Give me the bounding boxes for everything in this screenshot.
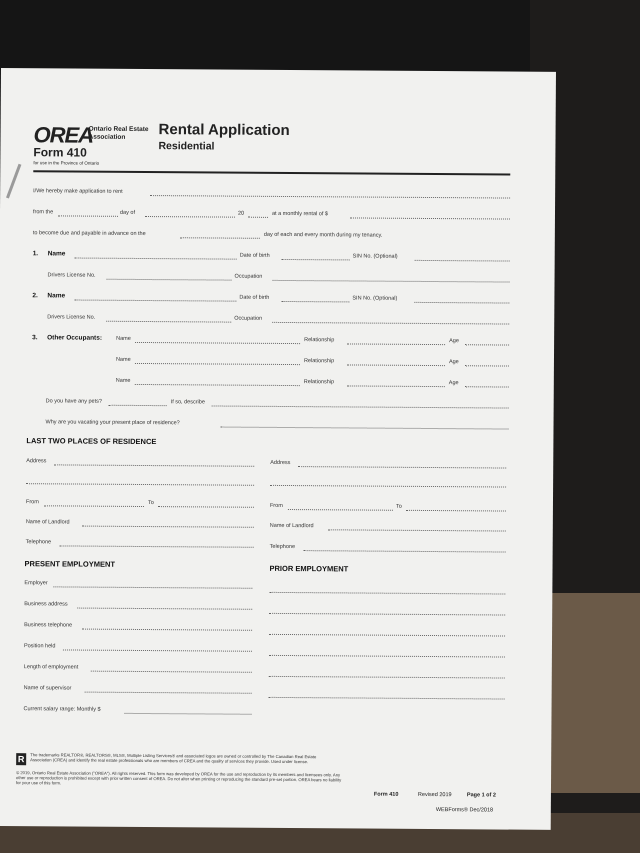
residence1-address-field[interactable]: [54, 464, 254, 466]
applicant1-name-label: Name: [47, 250, 66, 258]
employer-label: Employer: [24, 580, 48, 587]
applicant1-license-label: Drivers License No.: [47, 272, 96, 279]
residence2-from-field[interactable]: [288, 509, 393, 511]
occupant1-age-field[interactable]: [465, 344, 509, 345]
residence2-telephone-label: Telephone: [269, 543, 296, 551]
residence2-to-label: To: [395, 503, 402, 510]
occupant-relationship-label: Relationship: [303, 379, 335, 386]
residence2-landlord-label: Name of Landlord: [269, 522, 314, 530]
form-number: Form 410: [33, 145, 87, 160]
occupant-name-label: Name: [115, 356, 131, 363]
prior-position-held-field[interactable]: [269, 655, 505, 658]
each-day-label: day of each and every month during my tenancy.: [263, 231, 383, 239]
occupant3-age-field[interactable]: [465, 386, 509, 387]
occupant3-relationship-field[interactable]: [347, 385, 445, 387]
form-subtitle: Residential: [158, 140, 215, 153]
residence1-address-line2[interactable]: [26, 483, 254, 486]
occupant-age-label: Age: [448, 359, 459, 366]
business-telephone-label: Business telephone: [24, 622, 73, 629]
applicant1-dob-field[interactable]: [282, 259, 350, 260]
residence2-address-field[interactable]: [298, 466, 506, 468]
residence2-telephone-field[interactable]: [304, 550, 506, 552]
from-the-label: from the: [32, 209, 54, 216]
applicant2-dob-label: Date of birth: [239, 294, 270, 301]
residence1-from-field[interactable]: [44, 505, 144, 507]
applicant1-occupation-label: Occupation: [234, 273, 263, 280]
salary-field[interactable]: [124, 713, 251, 715]
monthly-rental-label: at a monthly rental of $: [271, 210, 328, 218]
rent-address-field[interactable]: [150, 195, 510, 199]
start-day-field[interactable]: [58, 215, 118, 216]
copyright-notice: © 2019, Ontario Real Estate Association ("OREA"). All rights reserved. This form was developed by OREA for the use and reproduction by its members and licensees only. Any other use or reproduction is prohibited except with prior written consent of OREA. Do not alter when printing or reproducing the standard pre-set portion. OREA bears no liability for your use of this form.: [15, 770, 342, 786]
pets-question: Do you have any pets?: [45, 398, 102, 405]
applicant1-name-field[interactable]: [75, 258, 237, 260]
pets-describe-label: If so, describe: [170, 399, 205, 406]
prior-employer-field[interactable]: [269, 592, 505, 595]
occupant2-relationship-field[interactable]: [347, 364, 445, 366]
prior-employment-heading: PRIOR EMPLOYMENT: [269, 563, 349, 574]
residence1-telephone-field[interactable]: [60, 545, 254, 547]
applicant2-name-label: Name: [47, 292, 66, 300]
floor-highlight: [550, 593, 640, 793]
occupant3-name-field[interactable]: [135, 384, 300, 386]
applicant1-sin-label: SIN No. (Optional): [352, 253, 398, 260]
salary-label: Current salary range: Monthly $: [23, 706, 101, 713]
residence-heading: LAST TWO PLACES OF RESIDENCE: [26, 436, 157, 447]
prior-length-of-employment-field[interactable]: [269, 676, 505, 679]
prior-supervisor-field[interactable]: [269, 697, 505, 700]
applicant2-occupation-label: Occupation: [234, 315, 263, 322]
vacating-question: Why are you vacating your present place of residence?: [45, 419, 180, 427]
due-day-field[interactable]: [180, 237, 260, 239]
occupant-relationship-label: Relationship: [304, 337, 335, 344]
trademark-notice: The trademarks REALTOR®, REALTORS®, MLS®, Multiple Listing Services® and associated logos are owned or controlled by The Canadian Real Estate Association (CREA) and identify the real estate professionals who are members of CREA and the quality of services they provide. Used under license.: [30, 752, 317, 765]
applicant2-license-label: Drivers License No.: [47, 314, 96, 321]
applicant1-occupation-field[interactable]: [273, 280, 510, 283]
occupant1-relationship-field[interactable]: [347, 343, 445, 345]
occupant2-age-field[interactable]: [465, 365, 509, 366]
occupant-age-label: Age: [449, 338, 459, 345]
position-held-field[interactable]: [63, 649, 252, 651]
day-of-label: day of: [119, 209, 135, 216]
residence2-address-line2[interactable]: [270, 485, 506, 488]
applicant2-sin-field[interactable]: [414, 302, 509, 304]
form-province: for use in the Province of Ontario: [33, 160, 100, 166]
employer-field[interactable]: [53, 586, 252, 588]
start-month-field[interactable]: [145, 216, 235, 218]
apply-label: I/We hereby make application to rent: [33, 188, 123, 195]
vacating-reason-field[interactable]: [220, 427, 508, 430]
supervisor-label: Name of supervisor: [23, 685, 72, 692]
due-label: to become due and payable in advance on the: [32, 230, 146, 238]
form-title: Rental Application: [158, 121, 290, 140]
rental-application-form: [0, 68, 556, 830]
applicant1-number: 1.: [32, 250, 39, 258]
supervisor-field[interactable]: [85, 692, 252, 694]
occupant-relationship-label: Relationship: [303, 358, 335, 365]
footer-revised: Revised 2019: [417, 791, 452, 799]
applicant1-sin-field[interactable]: [415, 260, 510, 262]
occupant2-name-field[interactable]: [135, 363, 300, 365]
footer-webforms: WEBForms® Dec/2018: [435, 807, 494, 814]
residence1-telephone-label: Telephone: [25, 539, 52, 546]
occupant-name-label: Name: [115, 377, 131, 384]
business-address-field[interactable]: [77, 608, 252, 610]
applicant1-dob-label: Date of birth: [239, 252, 270, 259]
occupants-label: Other Occupants:: [47, 334, 103, 342]
occupant-age-label: Age: [448, 380, 459, 387]
occupant1-name-field[interactable]: [135, 342, 300, 344]
residence1-to-field[interactable]: [158, 506, 254, 508]
residence2-from-label: From: [269, 502, 283, 509]
occupant-name-label: Name: [116, 335, 131, 342]
start-year-field[interactable]: [248, 217, 268, 218]
pets-description-field[interactable]: [212, 405, 509, 408]
year-label: 20: [237, 210, 245, 217]
length-of-employment-label: Length of employment: [23, 664, 79, 671]
residence1-to-label: To: [147, 500, 154, 507]
residence2-to-field[interactable]: [406, 510, 506, 512]
monthly-rental-field[interactable]: [350, 217, 510, 219]
residence1-from-label: From: [25, 499, 39, 506]
applicant2-number: 2.: [32, 292, 38, 300]
length-of-employment-field[interactable]: [91, 671, 252, 673]
residence2-address-label: Address: [270, 459, 291, 467]
applicant2-dob-field[interactable]: [281, 301, 349, 302]
residence1-landlord-label: Name of Landlord: [25, 519, 70, 526]
footer-form-number: Form 410: [373, 791, 399, 798]
applicant1-license-field[interactable]: [107, 279, 232, 281]
residence1-landlord-field[interactable]: [82, 526, 254, 528]
paper-clip: [6, 164, 21, 199]
residence2-landlord-field[interactable]: [328, 529, 506, 531]
business-address-label: Business address: [24, 601, 68, 608]
applicant2-occupation-field[interactable]: [272, 322, 509, 325]
occupants-number: 3.: [32, 334, 38, 342]
applicant2-license-field[interactable]: [106, 321, 231, 323]
prior-business-address-field[interactable]: [269, 613, 505, 616]
realtor-r-icon: R: [17, 754, 25, 765]
prior-business-telephone-field[interactable]: [269, 634, 505, 637]
present-employment-heading: PRESENT EMPLOYMENT: [24, 559, 116, 569]
pets-answer-field[interactable]: [109, 405, 167, 406]
orea-logo: OREA: [33, 122, 94, 148]
header-rule: [33, 170, 510, 175]
position-held-label: Position held: [23, 643, 56, 650]
residence1-address-label: Address: [26, 458, 47, 465]
footer-page: Page 1 of 2: [466, 792, 497, 799]
business-telephone-field[interactable]: [82, 629, 252, 631]
applicant2-name-field[interactable]: [74, 300, 236, 302]
applicant2-sin-label: SIN No. (Optional): [352, 295, 398, 302]
logo-subtext: Ontario Real Estate Association: [88, 125, 149, 141]
